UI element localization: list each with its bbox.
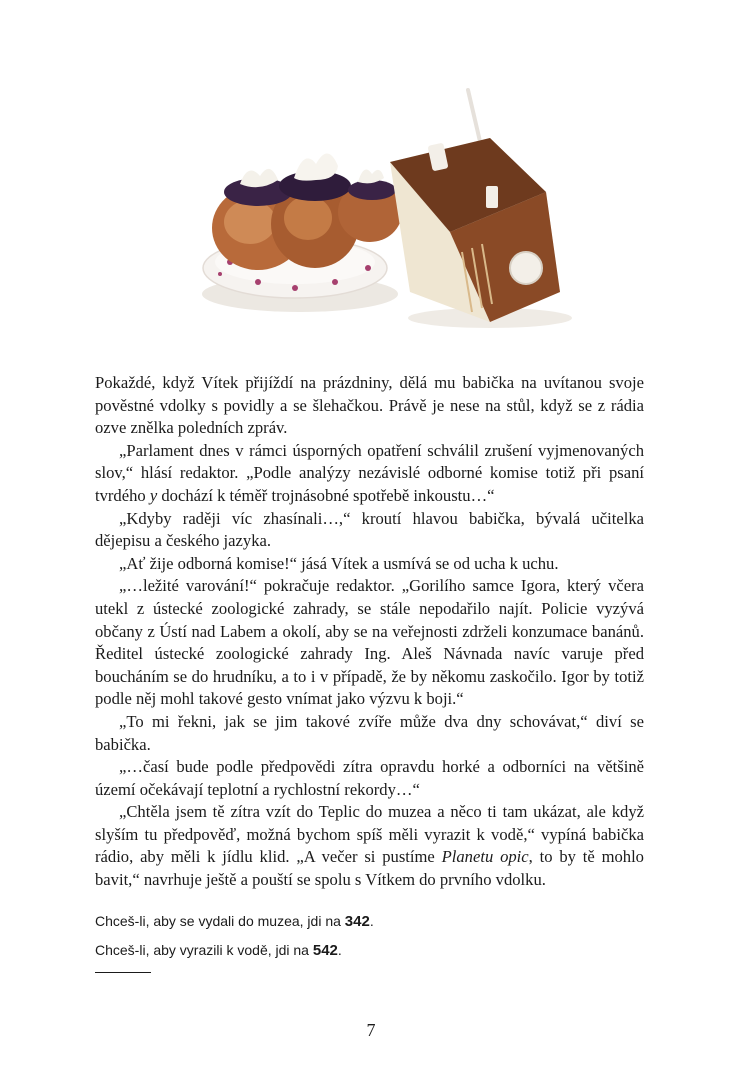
italic-text: Planetu opic <box>441 847 529 867</box>
paragraph: „…ležité varování!“ pokračuje redaktor. „Gorilího samce Igora, který včera utekl z ústecké zoologické zahrady, se stále nepodařilo najít. Policie vyzývá občany z Ústí nad Labem a okolí, aby se na veřejnosti zdrželi konzumace banánů. Ředitel ústecké zoologické zahrady Ing. Aleš Návnada navíc varuje před boucháním se do hrudníku, a to i v případě, že by někomu zaskočilo. Igor by totiž podle něj mohl takové gesto vnímat jako výzvu k boji.“ <box>95 576 644 709</box>
paragraph: „Chtěla jsem tě zítra vzít do Teplic do muzea a něco ti tam ukázat, ale když slyším tu předpověď, možná bychom spíš měli vyrazit k vodě,“ vypíná babička rádio, aby měli k jídlu klid. „A večer si pustíme Planetu opic, to by tě mohlo bavit,“ navrhuje ještě a pouští se spolu s Vítkem do prvního vdolku. <box>95 802 644 890</box>
italic-text: y <box>149 485 158 505</box>
paragraph: „To mi řekni, jak se jim takové zvíře může dva dny schovávat,“ diví se babička. <box>95 711 644 754</box>
divider <box>95 972 151 973</box>
paragraph: Pokaždé, když Vítek přijíždí na prázdniny, dělá mu babička na uvítanou svoje pověstné vdolky s povidly a se šlehačkou. Právě je nese na stůl, když se z rádia ozve znělka poledních zpráv. <box>95 373 644 438</box>
paragraph: „…časí bude podle předpovědi zítra opravdu horké a odborníci na většině území očekávají teplotní a rychlostní rekordy…“ <box>95 757 644 799</box>
choice-museum[interactable]: Chceš-li, aby se vydali do muzea, jdi na 342. <box>95 913 374 930</box>
paragraph: „Parlament dnes v rámci úsporných opatření schválil zrušení vyjmenovaných slov,“ hlásí redaktor. „Podle analýzy nezávislé odborné komise totiž při psaní tvrdého y dochází k téměř trojnásobné spotřebě inkoustu…“ <box>95 440 644 505</box>
dumplings-and-radio-illustration <box>190 82 590 340</box>
choice-water[interactable]: Chceš-li, aby vyrazili k vodě, jdi na 542. <box>95 942 342 959</box>
radio <box>390 90 560 322</box>
choices <box>95 912 374 970</box>
story-text <box>95 372 644 892</box>
page-number: 7 <box>366 1020 376 1040</box>
choice-page-number: 542 <box>312 942 338 959</box>
paragraph: „Ať žije odborná komise!“ jásá Vítek a usmívá se od ucha k uchu. <box>119 553 559 573</box>
paragraph: „Kdyby raději víc zhasínali…,“ kroutí hlavou babička, bývalá učitelka dějepisu a českého jazyka. <box>95 508 644 551</box>
choice-page-number: 342 <box>344 913 370 930</box>
